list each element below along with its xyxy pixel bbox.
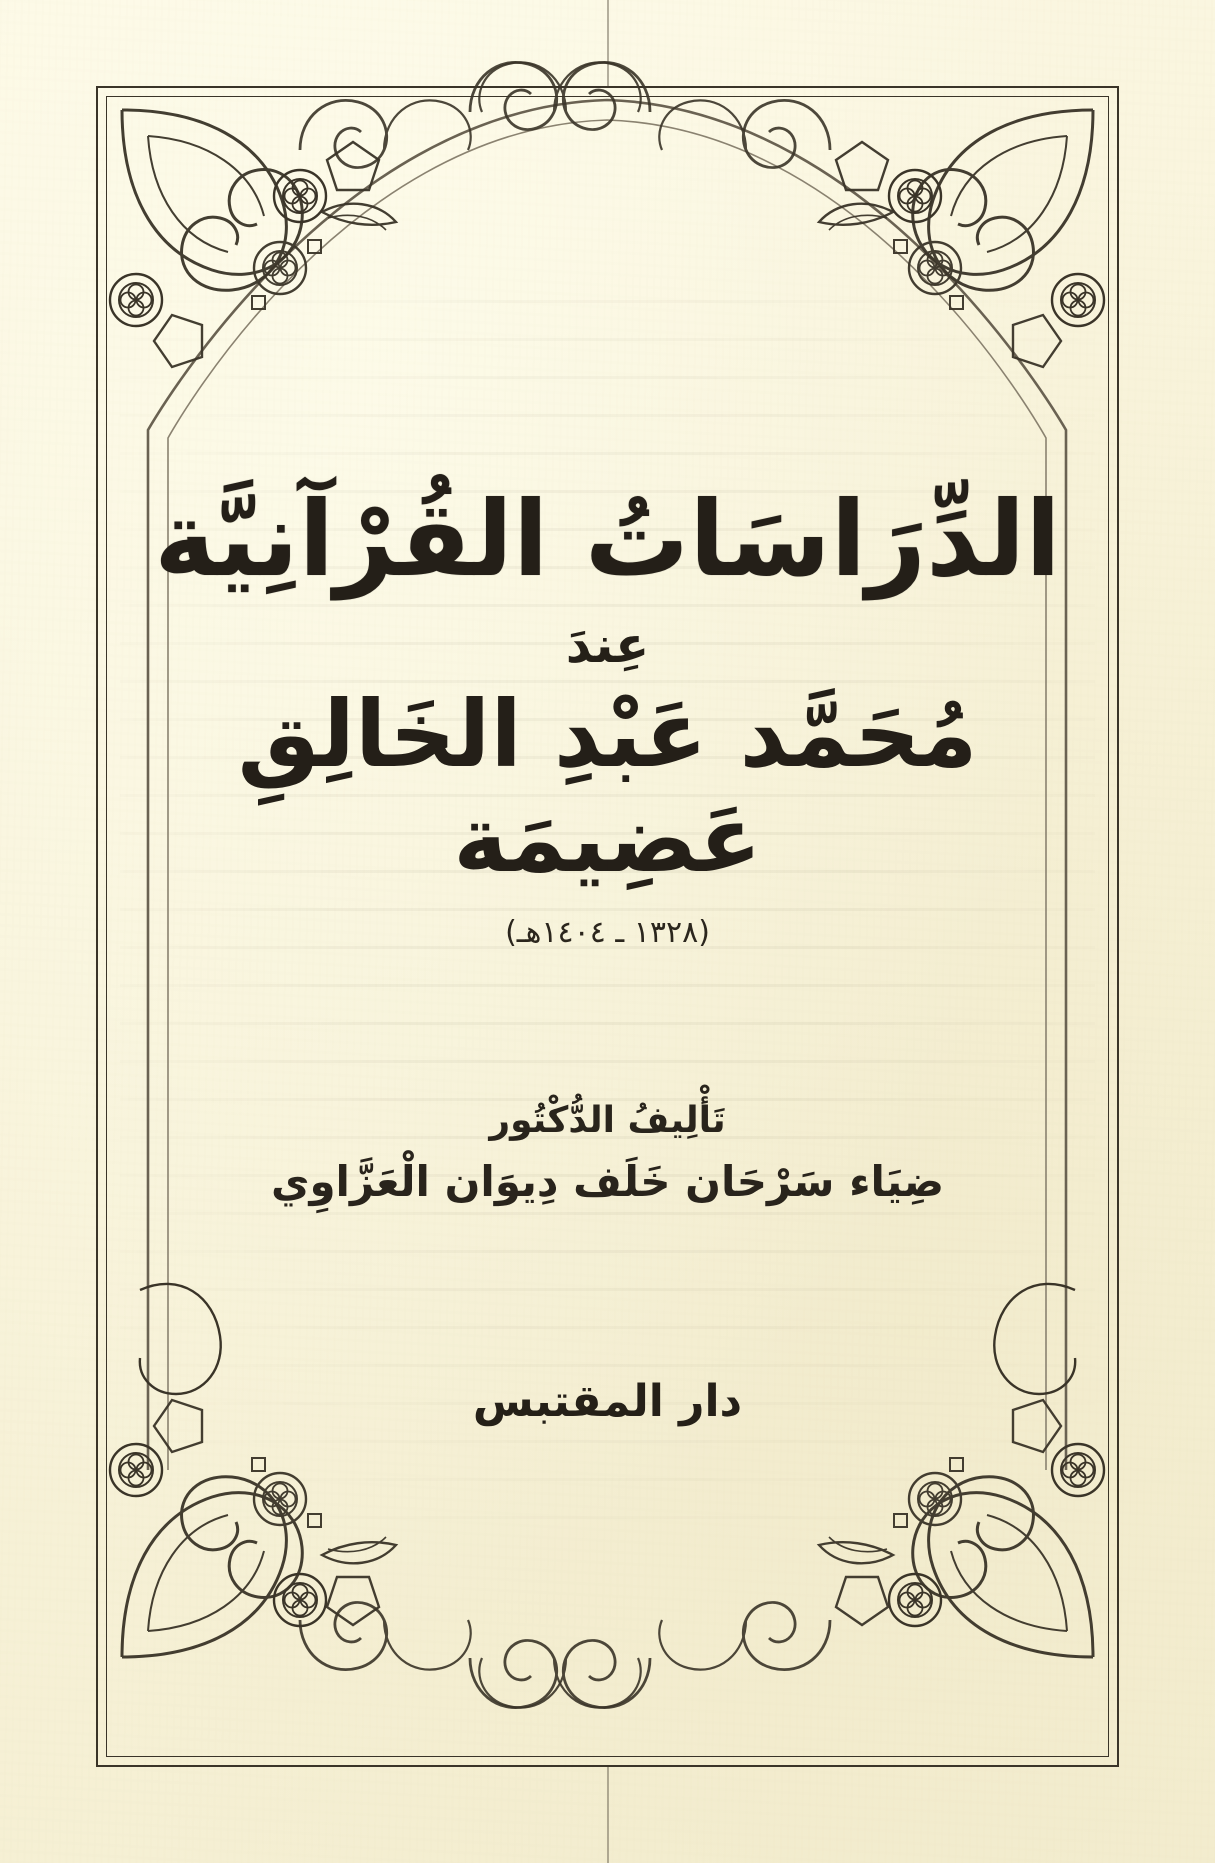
title-preposition: عِندَ xyxy=(565,615,650,674)
book-title: الدِّرَاسَاتُ القُرْآنِيَّة xyxy=(154,478,1061,600)
publisher-name: دار المقتبس xyxy=(472,1376,743,1428)
subject-life-dates: (١٣٢٨ ـ ١٤٠٤هـ) xyxy=(505,915,710,951)
center-guide-top xyxy=(607,0,608,86)
subject-name: مُحَمَّد عَبْدِ الخَالِقِ عَضِيمَة xyxy=(237,680,978,894)
author-name: ضِيَاء سَرْحَان خَلَف دِيوَان الْعَزَّاوِي xyxy=(270,1157,945,1207)
author-label: تَأْلِيفُ الدُّكْتُور xyxy=(489,1100,726,1142)
cover-content xyxy=(150,120,1065,1733)
center-guide-bottom xyxy=(607,1767,608,1863)
